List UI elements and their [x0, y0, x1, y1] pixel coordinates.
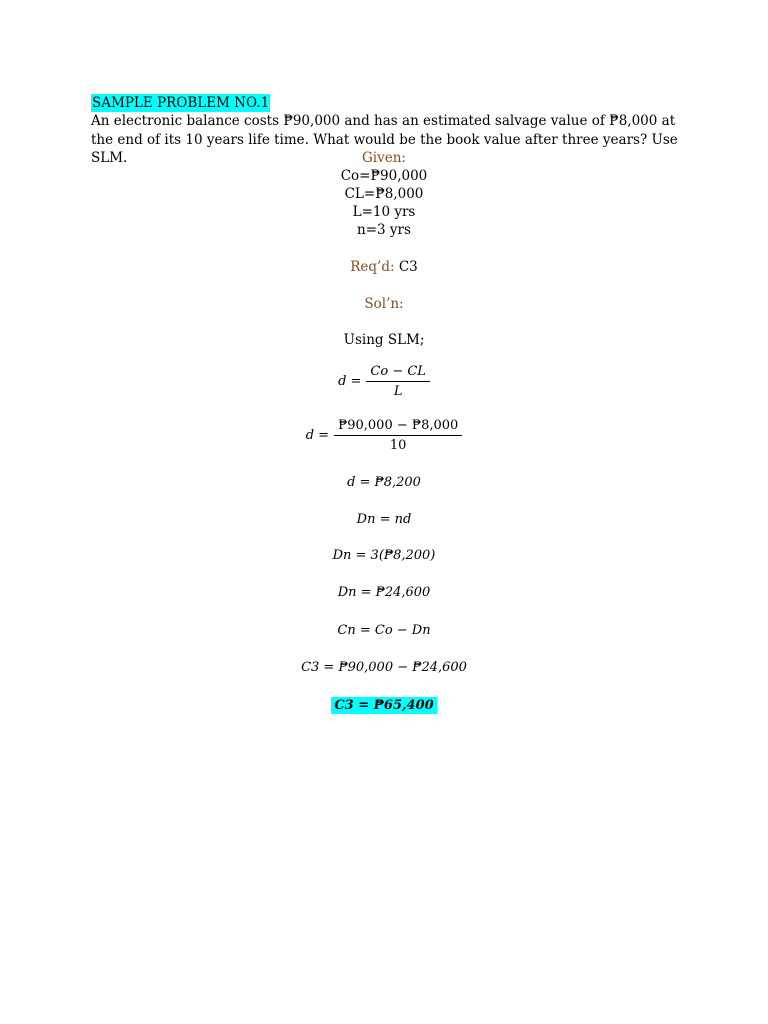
equation-substitution — [0, 418, 768, 453]
eq1-numerator: Co − CL — [366, 364, 430, 382]
solution-label: Sol’n: — [364, 296, 404, 312]
given-label: Given: — [362, 150, 406, 166]
required-label: Req’d: — [350, 259, 395, 275]
final-answer-row — [0, 697, 768, 714]
equation-cn-substitution: C3 = ₱90,000 − ₱24,600 — [301, 660, 467, 675]
given-life: L=10 yrs — [352, 204, 416, 220]
eq2-numerator: ₱90,000 − ₱8,000 — [334, 418, 462, 436]
given-cl: CL=₱8,000 — [344, 186, 424, 202]
equation-dn-value: Dn = ₱24,600 — [337, 585, 431, 600]
solution-method: Using SLM; — [343, 332, 425, 348]
equation-cn-formula: Cn = Co − Dn — [337, 623, 431, 638]
eq1-denominator: L — [393, 384, 403, 399]
given-n: n=3 yrs — [357, 222, 411, 238]
eq2-lhs: d = — [305, 428, 330, 443]
given-co: Co=₱90,000 — [340, 168, 428, 184]
equation-slm-formula — [0, 364, 768, 399]
problem-heading: SAMPLE PROBLEM NO.1 — [92, 95, 270, 111]
equation-depreciation-value: d = ₱8,200 — [347, 475, 421, 490]
eq1-fraction — [366, 364, 430, 399]
problem-statement: An electronic balance costs ₱90,000 and has an estimated salvage value of ₱8,000 at the end of its 10 years life time. What would be the book value after three years? Use SLM. — [91, 113, 678, 166]
required-value: C3 — [398, 259, 418, 275]
equation-dn-formula: Dn = nd — [356, 512, 412, 527]
final-answer: C3 = ₱65,400 — [331, 697, 436, 714]
eq2-fraction — [334, 418, 462, 453]
eq1-lhs: d = — [338, 374, 362, 389]
required-line — [0, 258, 768, 277]
equation-dn-substitution: Dn = 3(₱8,200) — [332, 548, 436, 563]
eq2-denominator: 10 — [389, 438, 407, 453]
